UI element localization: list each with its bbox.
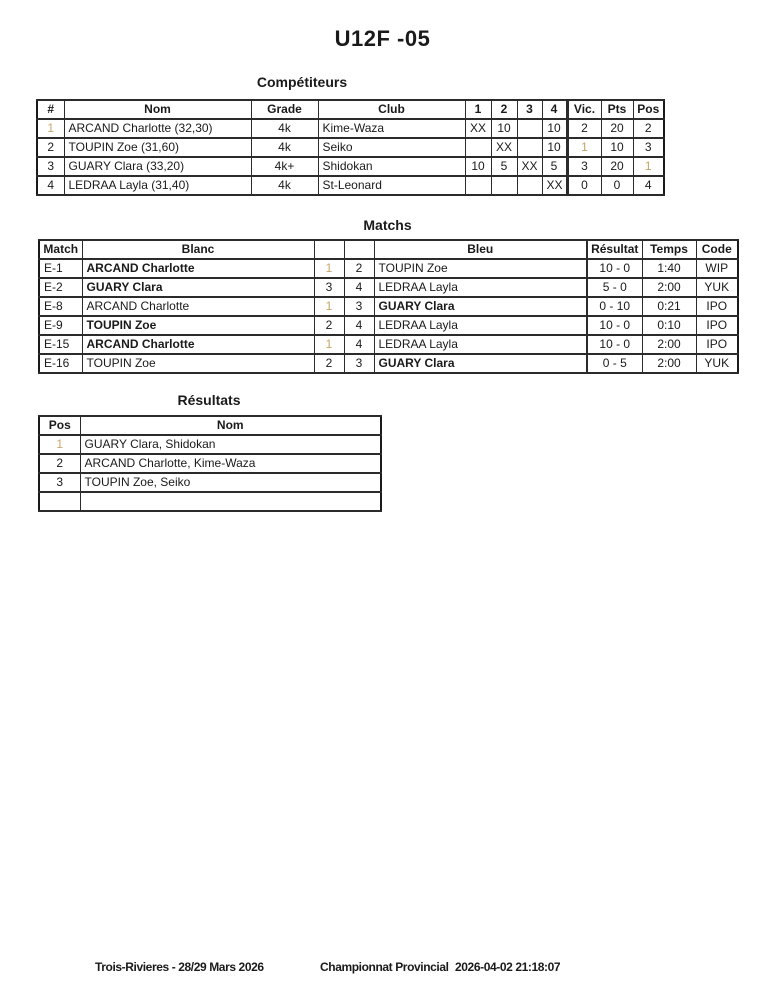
- cell-blanc-num: 3: [314, 278, 344, 297]
- matches-table: [38, 239, 739, 374]
- cell-bleu-num: 4: [344, 278, 374, 297]
- cell-round4: 10: [542, 138, 567, 157]
- cell-temps: 2:00: [642, 335, 696, 354]
- cell-code: YUK: [696, 354, 738, 373]
- cell-vic: 0: [567, 176, 601, 195]
- cell-nom: ARCAND Charlotte (32,30): [64, 119, 251, 138]
- table-row: [37, 157, 664, 176]
- cell-match-id: E-2: [39, 278, 82, 297]
- table-row: [39, 335, 738, 354]
- page-title: U12F -05: [334, 26, 431, 51]
- cell-nom: [80, 492, 381, 511]
- cell-round1: 10: [465, 157, 491, 176]
- cell-blanc-name: GUARY Clara: [82, 278, 314, 297]
- cell-bleu-num: 3: [344, 297, 374, 316]
- cell-nom: LEDRAA Layla (31,40): [64, 176, 251, 195]
- cell-blanc-num: 1: [314, 259, 344, 278]
- cell-resultat: 10 - 0: [587, 259, 642, 278]
- cell-round2: 10: [491, 119, 517, 138]
- cell-nom: TOUPIN Zoe (31,60): [64, 138, 251, 157]
- cell-round4: 10: [542, 119, 567, 138]
- cell-club: Seiko: [318, 138, 465, 157]
- cell-pos: 3: [633, 138, 664, 157]
- col-header-resultat: Résultat: [587, 240, 642, 259]
- cell-bleu-name: LEDRAA Layla: [374, 335, 587, 354]
- table-row: [37, 119, 664, 138]
- cell-blanc-num: 2: [314, 316, 344, 335]
- cell-pts: 20: [601, 119, 633, 138]
- cell-bleu-num: 2: [344, 259, 374, 278]
- cell-pts: 20: [601, 157, 633, 176]
- cell-blanc-name: ARCAND Charlotte: [82, 259, 314, 278]
- cell-code: IPO: [696, 316, 738, 335]
- matches-section-heading: Matchs: [363, 217, 412, 233]
- cell-bleu-num: 4: [344, 316, 374, 335]
- cell-round2: [491, 176, 517, 195]
- cell-temps: 2:00: [642, 354, 696, 373]
- footer-event-name: Championnat Provincial: [320, 960, 449, 974]
- cell-club: Kime-Waza: [318, 119, 465, 138]
- cell-nom: ARCAND Charlotte, Kime-Waza: [80, 454, 381, 473]
- cell-resultat: 10 - 0: [587, 316, 642, 335]
- table-row: [39, 454, 381, 473]
- cell-pts: 0: [601, 176, 633, 195]
- col-header-club: Club: [318, 100, 465, 119]
- cell-round3: [517, 138, 542, 157]
- cell-pos: 3: [39, 473, 80, 492]
- cell-round3: XX: [517, 157, 542, 176]
- cell-bleu-name: LEDRAA Layla: [374, 316, 587, 335]
- cell-round1: XX: [465, 119, 491, 138]
- cell-temps: 1:40: [642, 259, 696, 278]
- cell-bleu-name: LEDRAA Layla: [374, 278, 587, 297]
- cell-vic: 3: [567, 157, 601, 176]
- cell-grade: 4k+: [251, 157, 318, 176]
- cell-round2: 5: [491, 157, 517, 176]
- col-header-nom: Nom: [80, 416, 381, 435]
- table-row: [39, 473, 381, 492]
- table-row: [39, 297, 738, 316]
- cell-resultat: 0 - 10: [587, 297, 642, 316]
- cell-match-id: E-1: [39, 259, 82, 278]
- results-section-heading: Résultats: [177, 392, 241, 408]
- cell-vic: 2: [567, 119, 601, 138]
- cell-round4: XX: [542, 176, 567, 195]
- cell-round1: [465, 176, 491, 195]
- cell-num: 3: [37, 157, 64, 176]
- col-header-blanc: Blanc: [82, 240, 314, 259]
- col-header-match: Match: [39, 240, 82, 259]
- col-header-round2: 2: [491, 100, 517, 119]
- cell-blanc-name: TOUPIN Zoe: [82, 354, 314, 373]
- col-header-bleu: Bleu: [374, 240, 587, 259]
- col-header-pos: Pos: [39, 416, 80, 435]
- cell-grade: 4k: [251, 176, 318, 195]
- results-header-row: [39, 416, 381, 435]
- table-row: [39, 316, 738, 335]
- cell-code: WIP: [696, 259, 738, 278]
- cell-round3: [517, 176, 542, 195]
- cell-num: 4: [37, 176, 64, 195]
- col-header-vic: Vic.: [567, 100, 601, 119]
- col-header-num: #: [37, 100, 64, 119]
- col-header-pos: Pos: [633, 100, 664, 119]
- col-header-nom: Nom: [64, 100, 251, 119]
- cell-num: 1: [37, 119, 64, 138]
- cell-temps: 0:10: [642, 316, 696, 335]
- cell-pos: 4: [633, 176, 664, 195]
- col-header-blanc-num: [314, 240, 344, 259]
- cell-temps: 0:21: [642, 297, 696, 316]
- cell-bleu-name: TOUPIN Zoe: [374, 259, 587, 278]
- cell-blanc-num: 1: [314, 297, 344, 316]
- cell-club: Shidokan: [318, 157, 465, 176]
- cell-grade: 4k: [251, 119, 318, 138]
- cell-blanc-num: 2: [314, 354, 344, 373]
- results-table: [38, 415, 382, 512]
- footer-venue-date: Trois-Rivieres - 28/29 Mars 2026: [95, 960, 264, 974]
- cell-blanc-name: TOUPIN Zoe: [82, 316, 314, 335]
- col-header-grade: Grade: [251, 100, 318, 119]
- competitors-table: [36, 99, 665, 196]
- cell-code: IPO: [696, 297, 738, 316]
- cell-nom: GUARY Clara (33,20): [64, 157, 251, 176]
- col-header-temps: Temps: [642, 240, 696, 259]
- cell-resultat: 10 - 0: [587, 335, 642, 354]
- col-header-code: Code: [696, 240, 738, 259]
- cell-pts: 10: [601, 138, 633, 157]
- cell-blanc-name: ARCAND Charlotte: [82, 335, 314, 354]
- table-row: [39, 492, 381, 511]
- matches-header-row: [39, 240, 738, 259]
- col-header-bleu-num: [344, 240, 374, 259]
- table-row: [37, 138, 664, 157]
- competitors-section-heading: Compétiteurs: [256, 74, 348, 90]
- cell-resultat: 0 - 5: [587, 354, 642, 373]
- cell-pos: 1: [633, 157, 664, 176]
- cell-pos: 2: [633, 119, 664, 138]
- col-header-round4: 4: [542, 100, 567, 119]
- table-row: [39, 435, 381, 454]
- cell-bleu-name: GUARY Clara: [374, 297, 587, 316]
- cell-pos: 2: [39, 454, 80, 473]
- footer-generated-timestamp: 2026-04-02 21:18:07: [455, 960, 561, 974]
- cell-round2: XX: [491, 138, 517, 157]
- table-row: [39, 278, 738, 297]
- cell-grade: 4k: [251, 138, 318, 157]
- cell-vic: 1: [567, 138, 601, 157]
- col-header-round3: 3: [517, 100, 542, 119]
- cell-round1: [465, 138, 491, 157]
- cell-num: 2: [37, 138, 64, 157]
- cell-temps: 2:00: [642, 278, 696, 297]
- cell-match-id: E-8: [39, 297, 82, 316]
- cell-round4: 5: [542, 157, 567, 176]
- cell-blanc-num: 1: [314, 335, 344, 354]
- table-row: [39, 259, 738, 278]
- table-row: [37, 176, 664, 195]
- cell-bleu-num: 4: [344, 335, 374, 354]
- cell-resultat: 5 - 0: [587, 278, 642, 297]
- cell-pos: [39, 492, 80, 511]
- cell-nom: GUARY Clara, Shidokan: [80, 435, 381, 454]
- cell-code: YUK: [696, 278, 738, 297]
- col-header-round1: 1: [465, 100, 491, 119]
- cell-bleu-name: GUARY Clara: [374, 354, 587, 373]
- col-header-pts: Pts: [601, 100, 633, 119]
- cell-code: IPO: [696, 335, 738, 354]
- cell-round3: [517, 119, 542, 138]
- cell-match-id: E-16: [39, 354, 82, 373]
- cell-blanc-name: ARCAND Charlotte: [82, 297, 314, 316]
- cell-club: St-Leonard: [318, 176, 465, 195]
- cell-pos: 1: [39, 435, 80, 454]
- cell-match-id: E-15: [39, 335, 82, 354]
- competitors-header-row: [37, 100, 664, 119]
- table-row: [39, 354, 738, 373]
- cell-nom: TOUPIN Zoe, Seiko: [80, 473, 381, 492]
- cell-bleu-num: 3: [344, 354, 374, 373]
- cell-match-id: E-9: [39, 316, 82, 335]
